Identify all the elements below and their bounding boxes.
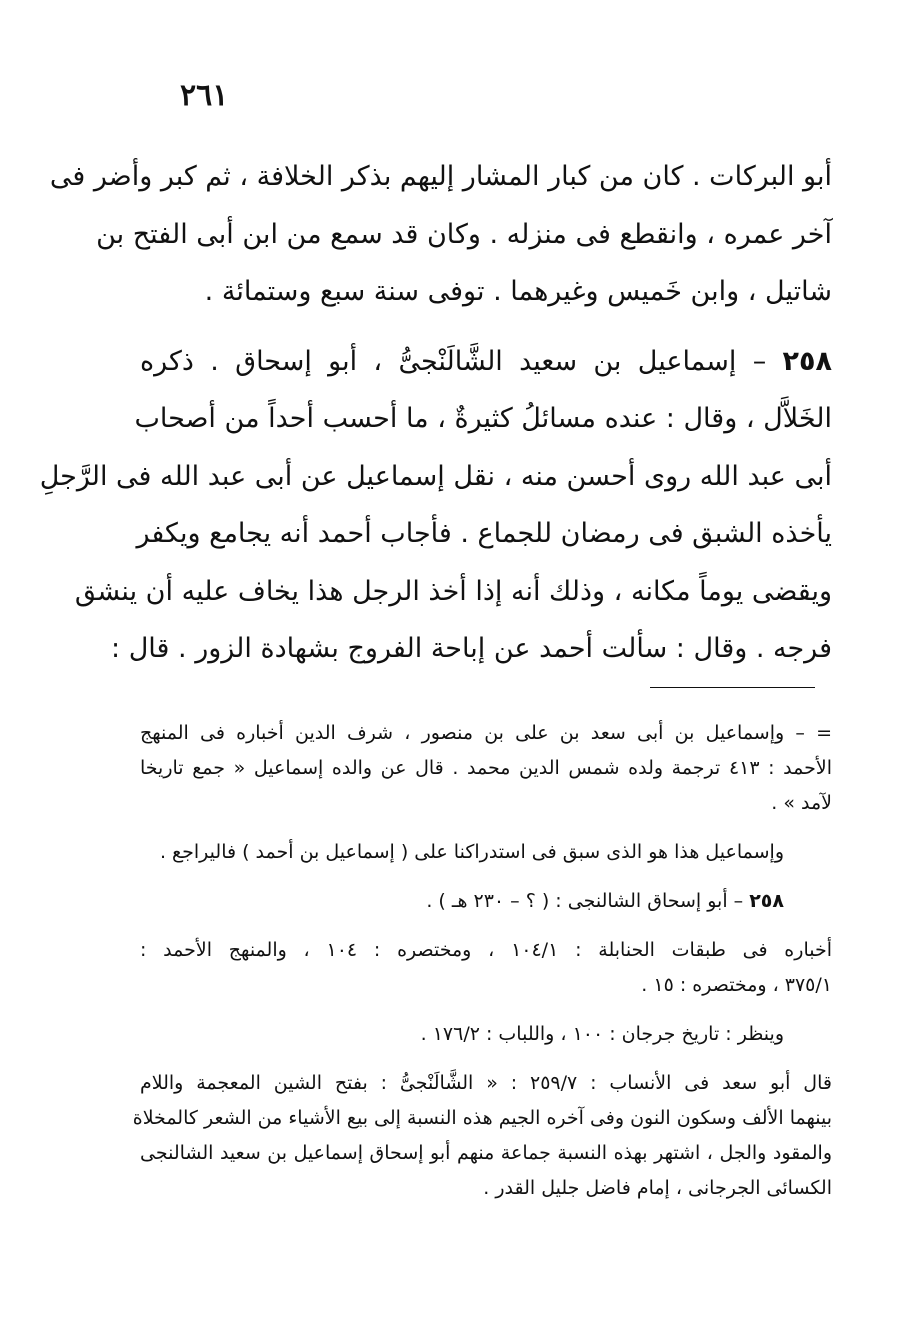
entry-number: ٢٥٨ <box>782 345 832 377</box>
footnote-line: والمقود والجل ، اشتهر بهذه النسبة جماعة منهم أبو إسحاق إسماعيل بن سعيد الشالنجى <box>140 1142 832 1164</box>
main-line: آخر عمره ، وانقطع فى منزله . وكان قد سمع من ابن أبى الفتح بن <box>96 218 832 250</box>
footnote-line: وإسماعيل هذا هو الذى سبق فى استدراكنا على ( إسماعيل بن أحمد ) فاليراجع . <box>159 841 784 863</box>
main-line: أبى عبد الله روى أحسن منه ، نقل إسماعيل عن أبى عبد الله فى الرَّجلِ <box>39 460 832 492</box>
footnote-entry-text: – أبو إسحاق الشالنجى : ( ؟ – ٢٣٠ هـ ) . <box>426 890 750 912</box>
footnote-line: أخباره فى طبقات الحنابلة : ١٠٤/١ ، ومختصره : ١٠٤ ، والمنهج الأحمد : <box>140 939 832 961</box>
main-line: ويقضى يوماً مكانه ، وذلك أنه إذا أخذ الرجل هذا يخاف عليه أن ينشق <box>74 575 832 607</box>
footnote-line: قال أبو سعد فى الأنساب : ٢٥٩/٧ : « الشَّالَنْجىُّ : بفتح الشين المعجمة واللام <box>140 1072 832 1094</box>
page-number: ٢٦١ <box>180 78 229 113</box>
footnote-line: بينهما الألف وسكون النون وفى آخره الجيم هذه النسبة إلى بيع الأشياء من الشعر كالمخلاة <box>132 1107 832 1129</box>
main-line: فرجه . وقال : سألت أحمد عن إباحة الفروج بشهادة الزور . قال : <box>111 633 832 664</box>
main-line: الخَلاَّل ، وقال : عنده مسائلُ كثيرةٌ ، ما أحسب أحداً من أصحاب <box>134 403 832 434</box>
footnotes-block <box>132 716 832 1206</box>
footnote-line: لآمد » . <box>771 792 832 814</box>
footnote-entry-line <box>140 884 832 919</box>
entry-heading-line <box>140 333 832 391</box>
footnote-line: وينظر : تاريخ جرجان : ١٠٠ ، واللباب : ١٧٦/٢ . <box>420 1023 784 1045</box>
main-line: يأخذه الشبق فى رمضان للجماع . فأجاب أحمد أنه يجامع ويكفر <box>136 518 832 549</box>
main-line: أبو البركات . كان من كبار المشار إليهم بذكر الخلافة ، ثم كبر وأضر فى <box>49 161 832 192</box>
footnote-line: ٣٧٥/١ ، ومختصره : ١٥ . <box>641 974 832 996</box>
footnote-divider <box>650 687 815 688</box>
entry-heading-text: – إسماعيل بن سعيد الشَّالَنْجىُّ ، أبو إسحاق . ذكره <box>140 345 783 377</box>
footnote-line: = – وإسماعيل بن أبى سعد بن على بن منصور ، شرف الدين أخباره فى المنهج <box>140 722 832 744</box>
main-line: شاتيل ، وابن خَميس وغيرهما . توفى سنة سبع وستمائة . <box>204 276 832 307</box>
main-text-block <box>39 148 832 678</box>
footnote-entry-number: ٢٥٨ <box>749 890 784 912</box>
footnote-line: الأحمد : ٤١٣ ترجمة ولده شمس الدين محمد . قال عن والده إسماعيل « جمع تاريخا <box>140 757 832 779</box>
footnote-line: الكسائى الجرجانى ، إمام فاضل جليل القدر . <box>483 1177 832 1199</box>
